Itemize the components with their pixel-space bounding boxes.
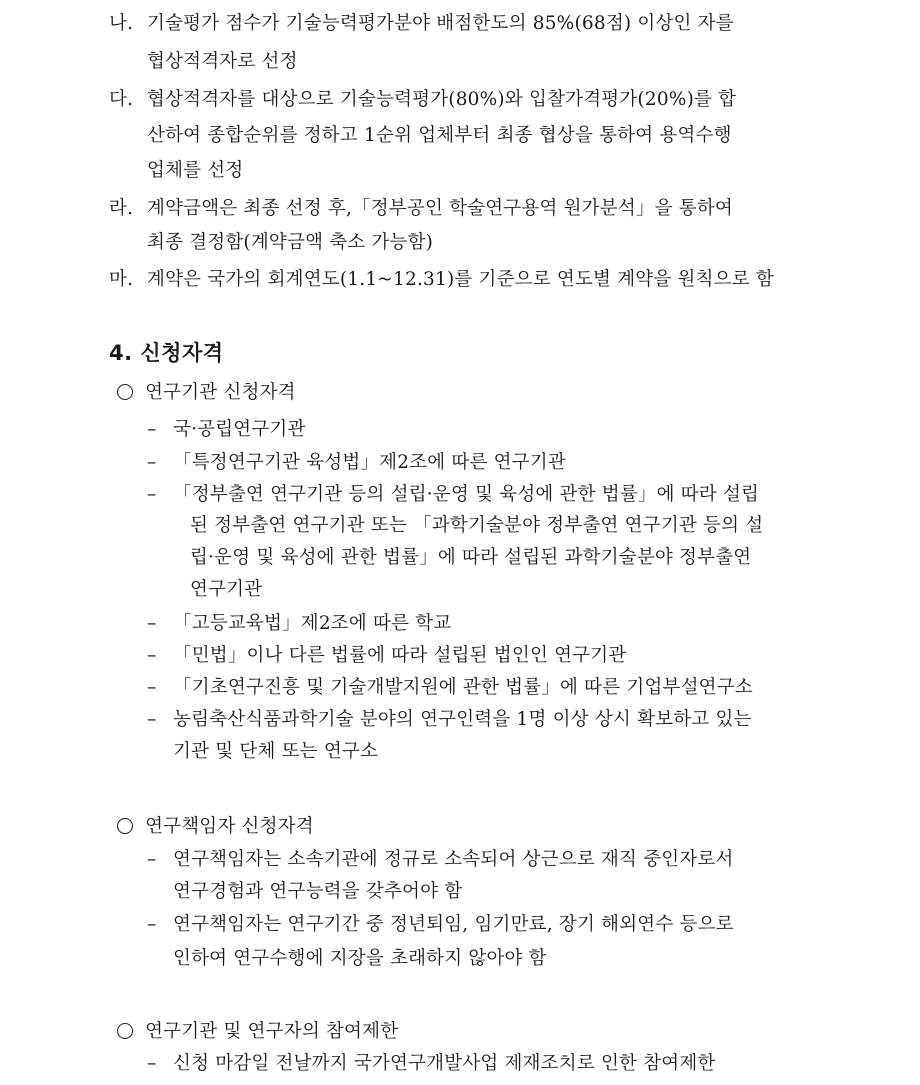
- group-title-text: 연구기관 신청자격: [145, 382, 296, 403]
- list-text-line: 최종 결정함(계약금액 축소 가능함): [147, 232, 434, 253]
- dash-item-text: 연구경험과 연구능력을 갖추어야 함: [173, 881, 463, 902]
- group-title-text: 연구책임자 신청자격: [145, 816, 314, 837]
- dash-item-text: 「기초연구진흥 및 기술개발지원에 관한 법률」에 따른 기업부설연구소: [173, 677, 753, 698]
- group-title-restriction: [117, 1018, 398, 1046]
- dash-item-text: 신청 마감일 전날까지 국가연구개발사업 제재조치로 인한 참여제한: [173, 1053, 716, 1074]
- list-text-line: 업체를 선정: [147, 160, 244, 181]
- dash-item-text: 농림축산식품과학기술 분야의 연구인력을 1명 이상 상시 확보하고 있는: [173, 709, 752, 730]
- dash-bullet: –: [147, 613, 157, 634]
- dash-item-cont: [190, 544, 751, 572]
- dash-bullet: –: [147, 645, 157, 666]
- circle-bullet-icon: [117, 384, 133, 400]
- dash-bullet: –: [147, 484, 157, 505]
- dash-bullet: –: [147, 709, 157, 730]
- list-text-line: 계약은 국가의 회계연도(1.1~12.31)를 기준으로 연도별 계약을 원칙으로 함: [147, 269, 774, 290]
- list-item-da-cont: [147, 157, 243, 185]
- dash-bullet: –: [147, 452, 157, 473]
- dash-item-text: 기관 및 단체 또는 연구소: [173, 741, 379, 762]
- list-text-line: 협상적격자를 대상으로 기술능력평가(80%)와 입찰가격평가(20%)를 합: [147, 89, 737, 110]
- dash-item-text: 된 정부출연 연구기관 또는 「과학기술분야 정부출연 연구기관 등의 설: [190, 515, 764, 536]
- group-title-institution: [117, 379, 296, 407]
- section-heading: 4. 신청자격: [109, 341, 224, 365]
- dash-item-cont: [190, 512, 763, 540]
- list-item-da-cont: [147, 122, 732, 150]
- dash-item-text: 인하여 연구수행에 지장을 초래하지 않아야 함: [173, 948, 547, 969]
- dash-item-text: 「민법」이나 다른 법률에 따라 설립된 법인인 연구기관: [173, 645, 627, 666]
- list-text-line: 계약금액은 최종 선정 후,「정부공인 학술연구용역 원가분석」을 통하여: [147, 198, 733, 219]
- dash-item-text: 연구책임자는 연구기간 중 정년퇴임, 임기만료, 장기 해외연수 등으로: [173, 914, 734, 935]
- dash-item-text: 「특정연구기관 육성법」제2조에 따른 연구기관: [173, 452, 566, 473]
- list-marker: 라.: [109, 198, 134, 219]
- group-title-researcher: [117, 813, 314, 841]
- list-marker: 나.: [109, 13, 134, 34]
- dash-bullet: –: [147, 1053, 157, 1074]
- dash-bullet: –: [147, 677, 157, 698]
- dash-item-cont: [173, 878, 462, 906]
- dash-bullet: –: [147, 849, 157, 870]
- list-marker: 다.: [109, 89, 134, 110]
- circle-bullet-icon: [117, 818, 133, 834]
- circle-bullet-icon: [117, 1023, 133, 1039]
- list-marker: 마.: [109, 269, 134, 290]
- dash-item-text: 연구기관: [190, 579, 263, 600]
- dash-item-cont: [190, 576, 262, 604]
- group-title-text: 연구기관 및 연구자의 참여제한: [145, 1021, 399, 1042]
- dash-item-cont: [173, 945, 547, 973]
- dash-bullet: –: [147, 914, 157, 935]
- dash-item-cont: [173, 738, 378, 766]
- list-text-line: 협상적격자로 선정: [147, 51, 298, 72]
- list-text-line: 기술평가 점수가 기술능력평가분야 배점한도의 85%(68점) 이상인 자를: [147, 13, 734, 34]
- dash-item-text: 국·공립연구기관: [173, 419, 306, 440]
- list-text-line: 산하여 종합순위를 정하고 1순위 업체부터 최종 협상을 통하여 용역수행: [147, 125, 732, 146]
- dash-item-text: 「고등교육법」제2조에 따른 학교: [173, 613, 452, 634]
- list-item-ra-cont: [147, 229, 433, 257]
- dash-item-text: 립·운영 및 육성에 관한 법률」에 따라 설립된 과학기술분야 정부출연: [190, 547, 752, 568]
- dash-item-text: 연구책임자는 소속기관에 정규로 소속되어 상근으로 재직 중인자로서: [173, 849, 734, 870]
- list-item-na-cont: [147, 48, 298, 76]
- dash-item-text: 「정부출연 연구기관 등의 설립·운영 및 육성에 관한 법률」에 따라 설립: [173, 484, 760, 505]
- dash-bullet: –: [147, 419, 157, 440]
